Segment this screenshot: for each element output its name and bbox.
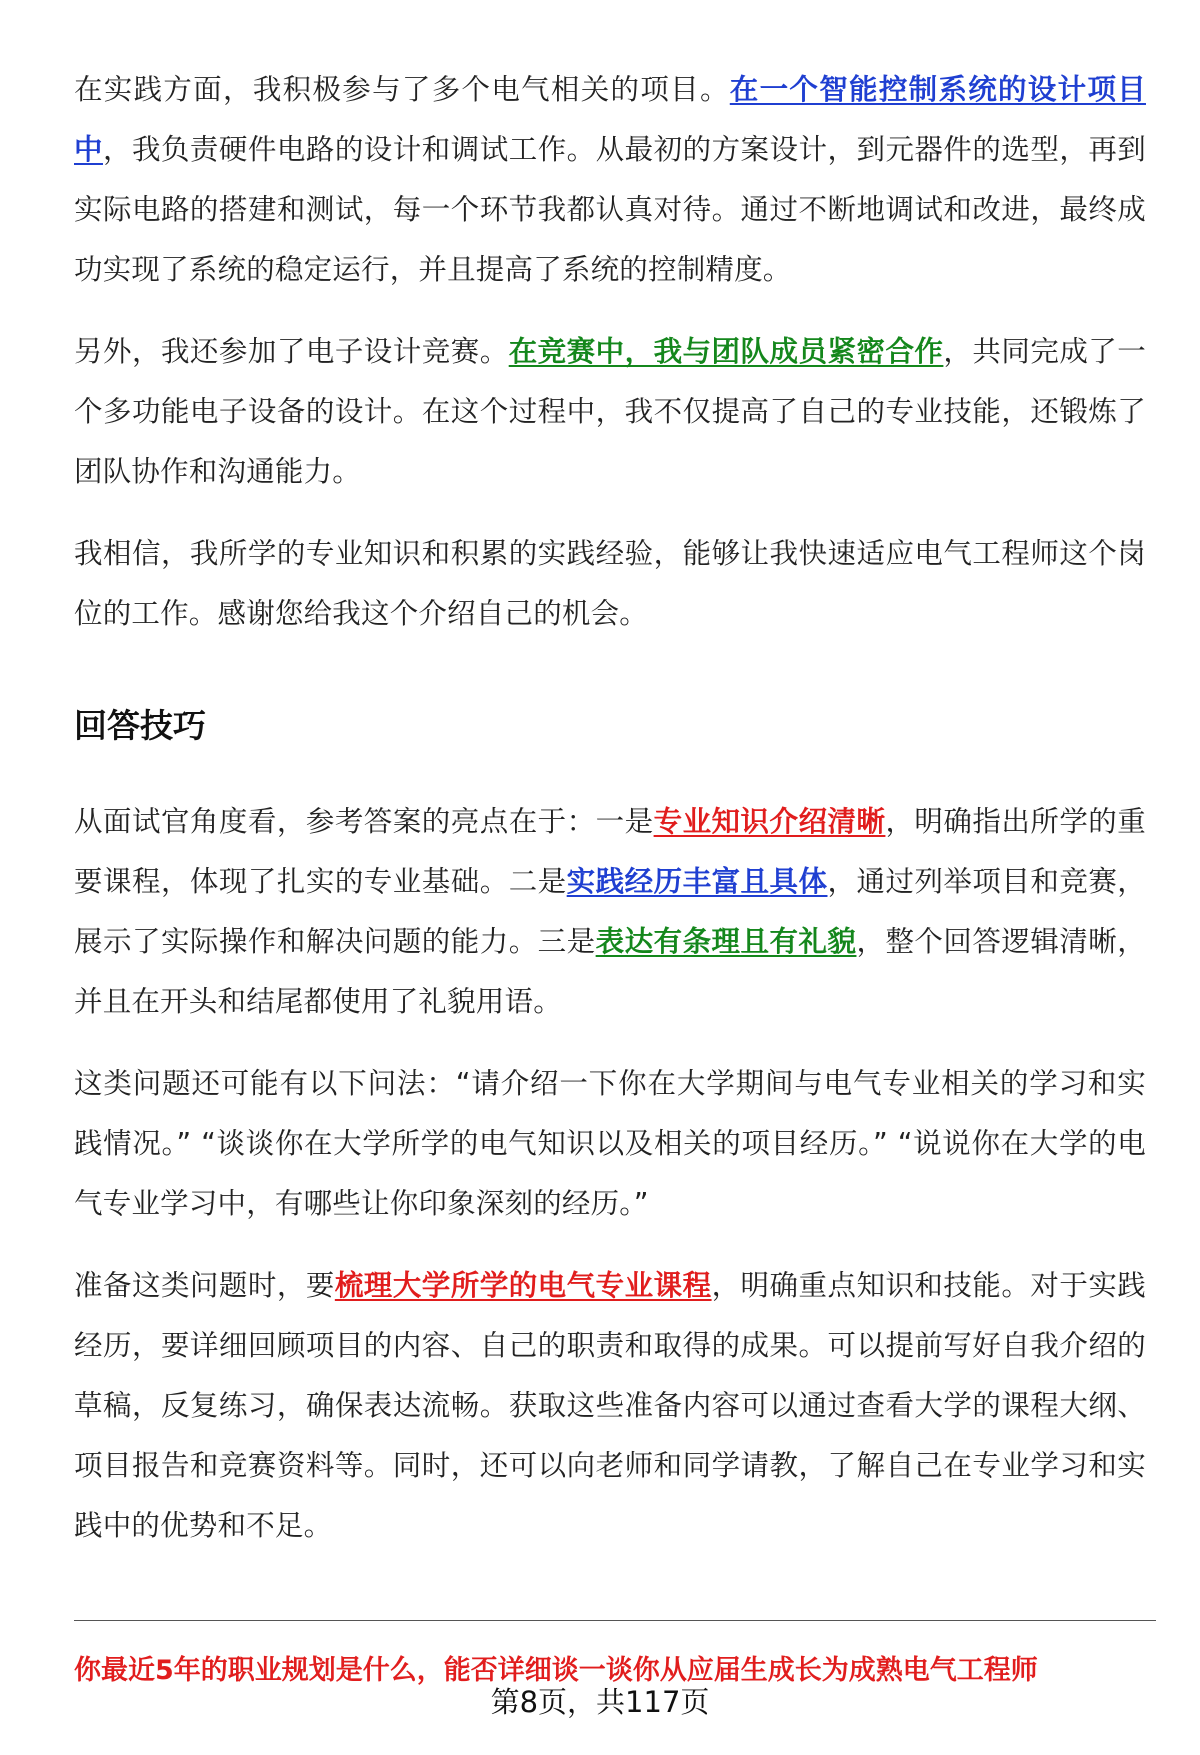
paragraph-highlights (74, 792, 1146, 1032)
next-question-heading: 你最近5年的职业规划是什么，能否详细谈一谈你从应届生成长为成熟电气工程师 (74, 1655, 1038, 1686)
paragraph-competition (74, 322, 1146, 502)
highlight-polite-expression: 表达有条理且有礼貌 (595, 925, 857, 958)
text-run: 在实践方面，我积极参与了多个电气相关的项目。 (74, 73, 730, 106)
page-number: 第8页，共117页 (490, 1685, 710, 1719)
section-divider (74, 1620, 1156, 1621)
highlight-teamwork: 在竞赛中，我与团队成员紧密合作 (508, 335, 944, 368)
paragraph-practice (74, 60, 1146, 300)
text-run: ，整个回答逻辑清晰，并且在开头和结尾都使用了礼貌用语。 (74, 925, 1146, 1018)
text-run: ，共同完成了一个多功能电子设备的设计。在这个过程中，我不仅提高了自己的专业技能，还锻炼了团队协作和沟通能力。 (74, 335, 1146, 488)
text-run: 另外，我还参加了电子设计竞赛。 (74, 335, 509, 368)
text-run: 准备这类问题时，要 (74, 1269, 335, 1302)
paragraph-alternate-questions (74, 1054, 1146, 1234)
highlight-review-courses: 梳理大学所学的电气专业课程 (334, 1269, 712, 1302)
text-run: ，明确指出所学的重要课程，体现了扎实的专业基础。二是 (74, 805, 1146, 898)
text-run: ，明确重点知识和技能。对于实践经历，要详细回顾项目的内容、自己的职责和取得的成果。可以提前写好自我介绍的草稿，反复练习，确保表达流畅。获取这些准备内容可以通过查看大学的课程大纲、项目报告和竞赛资料等。同时，还可以向老师和同学请教，了解自己在专业学习和实践中的优势和不足。 (74, 1269, 1146, 1542)
highlight-practice-rich: 实践经历丰富且具体 (566, 865, 828, 898)
body-content (74, 60, 1146, 644)
text-run: 我相信，我所学的专业知识和积累的实践经验，能够让我快速适应电气工程师这个岗位的工作。感谢您给我这个介绍自己的机会。 (74, 537, 1146, 630)
text-run: 从面试官角度看，参考答案的亮点在于：一是 (74, 805, 654, 838)
paragraph-conclusion (74, 524, 1146, 644)
section-title-answer-tips: 回答技巧 (74, 706, 206, 745)
tips-content (74, 792, 1146, 1556)
highlight-knowledge-clear: 专业知识介绍清晰 (653, 805, 886, 838)
highlight-smart-control-project: 在一个智能控制系统的设计项目中 (74, 73, 1146, 166)
text-run: ，通过列举项目和竞赛，展示了实际操作和解决问题的能力。三是 (74, 865, 1147, 958)
text-run: ，我负责硬件电路的设计和调试工作。从最初的方案设计，到元器件的选型，再到实际电路的搭建和测试，每一个环节我都认真对待。通过不断地调试和改进，最终成功实现了系统的稳定运行，并且提高了系统的控制精度。 (74, 133, 1147, 286)
paragraph-preparation (74, 1256, 1146, 1556)
text-run: 这类问题还可能有以下问法：“请介绍一下你在大学期间与电气专业相关的学习和实践情况。” “谈谈你在大学所学的电气知识以及相关的项目经历。” “说说你在大学的电气专业学习中，有哪些让你印象深刻的经历。” (74, 1067, 1146, 1220)
